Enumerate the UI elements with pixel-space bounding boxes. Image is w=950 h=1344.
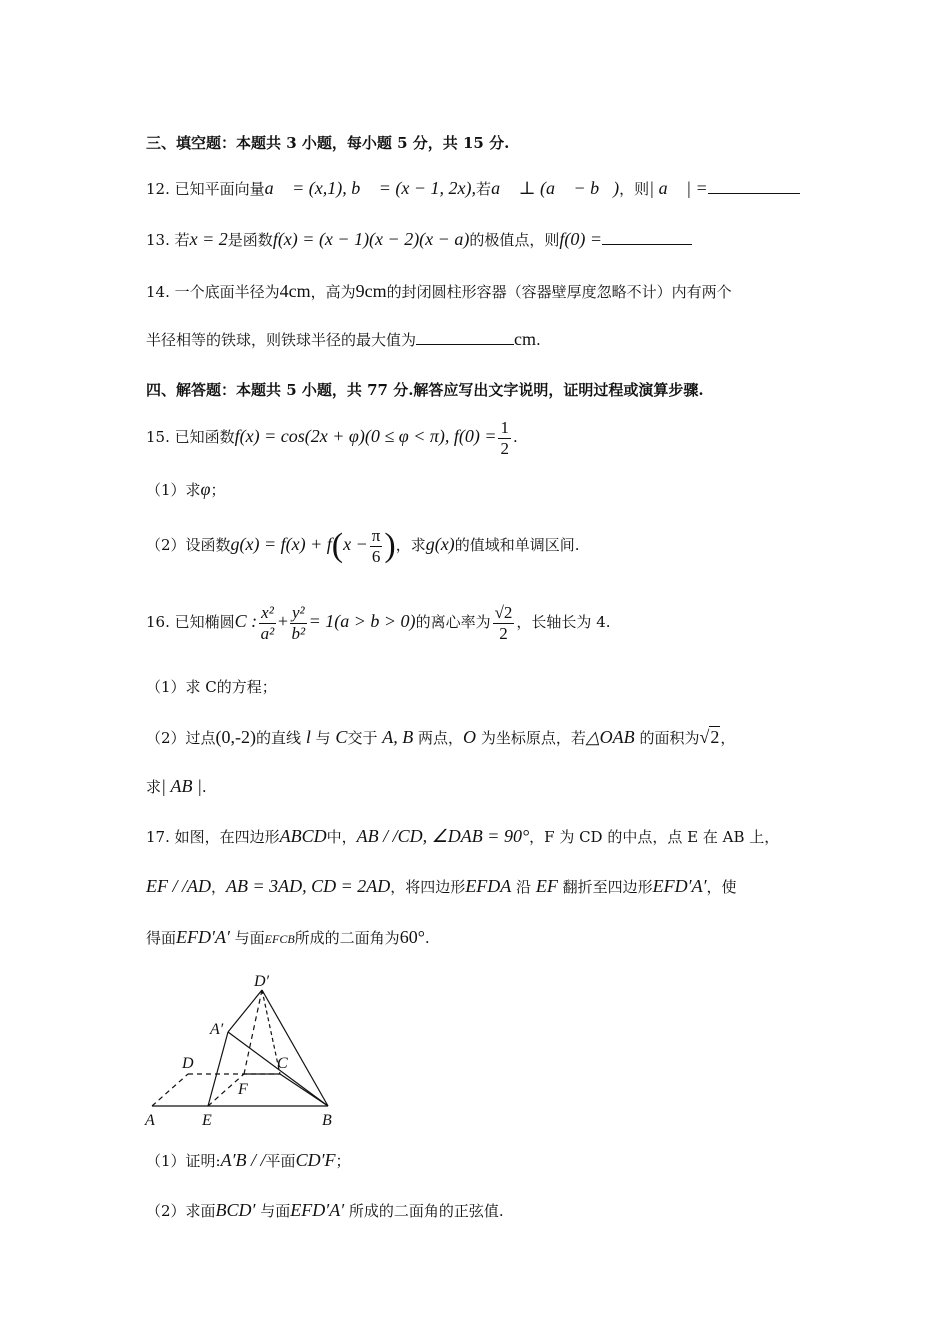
- question-text: 半径相等的铁球，则铁球半径的最大值为: [146, 331, 417, 349]
- label-C: C: [277, 1055, 288, 1072]
- part-label: （2）求面: [146, 1202, 216, 1220]
- math-expression: a⃗ = (x,1), b⃗ = (x − 1, 2x),: [264, 178, 477, 198]
- label-B: B: [322, 1112, 332, 1129]
- question-text: 翻折至四边形: [562, 878, 653, 896]
- question-text: 得面: [146, 929, 177, 947]
- question-number: 13.: [146, 231, 170, 249]
- radicand: 2: [710, 727, 720, 747]
- question-text: 与: [315, 729, 331, 747]
- fraction-denominator: 2: [500, 438, 509, 458]
- math-value: 9cm: [355, 281, 387, 301]
- question-text: 若: [174, 231, 190, 249]
- question-text: 是函数: [227, 231, 273, 249]
- label-D-prime: D′: [254, 973, 270, 990]
- edge-CB: [280, 1074, 328, 1106]
- answer-blank[interactable]: [416, 330, 514, 345]
- math-expression: C :: [234, 611, 258, 632]
- question-text: 为坐标原点，若: [480, 729, 586, 747]
- question-text: 与面: [234, 929, 265, 947]
- question-15-part-1: [146, 479, 226, 501]
- sqrt-expression: √2: [699, 727, 720, 747]
- fraction-denominator: a²: [260, 623, 275, 643]
- question-number: 15.: [146, 428, 170, 447]
- math-expression: EFDA: [465, 876, 512, 896]
- question-14-line-2: [146, 329, 541, 351]
- question-16-part-2-line-2: [146, 776, 207, 798]
- question-text: 已知平面向量: [174, 180, 265, 198]
- math-expression: BCD′: [215, 1200, 256, 1220]
- math-expression: AB / /CD, ∠DAB = 90°: [356, 826, 530, 846]
- question-text: ，长轴长为 4.: [516, 613, 611, 632]
- question-13: [146, 229, 692, 251]
- math-expression: = 1(a > b > 0): [308, 611, 416, 632]
- fraction-numerator: x²: [261, 603, 274, 622]
- math-expression: CD′F: [295, 1150, 336, 1170]
- question-text: 沿: [516, 878, 532, 896]
- question-12: [146, 178, 800, 200]
- math-expression: ABCD: [279, 826, 327, 846]
- math-expression: x −: [343, 534, 368, 555]
- question-16-part-1: （1）求 C的方程；: [146, 678, 277, 696]
- math-expression: AB = 3AD, CD = 2AD: [226, 876, 391, 896]
- label-F: F: [238, 1081, 248, 1098]
- question-text: ，使: [706, 878, 737, 896]
- question-text: 的封闭圆柱形容器（容器壁厚度忽略不计）内有两个: [386, 283, 732, 301]
- part-label: （2）设函数: [146, 536, 231, 555]
- math-expression: EFCB: [264, 932, 295, 946]
- fraction: [259, 603, 276, 643]
- question-14: [146, 281, 732, 303]
- fraction: [290, 603, 307, 643]
- unit-label: cm: [514, 329, 537, 349]
- edge-D'F: [244, 990, 262, 1074]
- question-text: 所成的二面角为: [294, 929, 400, 947]
- math-expression: △OAB: [585, 727, 635, 747]
- fraction-denominator: 6: [371, 546, 381, 566]
- math-expression: | AB |: [161, 776, 202, 796]
- question-text: .: [536, 331, 541, 349]
- question-15-part-2: [146, 526, 579, 566]
- question-text: 如图，在四边形: [174, 828, 280, 846]
- math-expression: f(x) = cos(2x + φ)(0 ≤ φ < π), f(0) =: [234, 426, 497, 447]
- part-label: （1）求: [146, 481, 201, 499]
- question-text: 求: [146, 778, 162, 796]
- edge-D'B: [262, 990, 328, 1106]
- question-text: ，F 为 CD 的中点，点 E 在 AB 上，: [529, 828, 780, 846]
- question-text: .: [512, 428, 518, 447]
- geometry-figure: [140, 970, 350, 1130]
- question-text: 的离心率为: [415, 613, 491, 632]
- math-expression: A′B / /: [220, 1150, 266, 1170]
- math-expression: EFD′A′: [290, 1200, 345, 1220]
- question-16-part-2: [146, 727, 735, 749]
- label-E: E: [202, 1112, 212, 1129]
- question-text: 已知椭圆: [174, 613, 235, 632]
- question-text: ，将四边形: [390, 878, 466, 896]
- label-A-prime: A′: [210, 1021, 224, 1038]
- part-label: （2）过点: [146, 729, 216, 747]
- question-17-part-2: [146, 1200, 504, 1222]
- math-value: 4cm: [279, 281, 311, 301]
- question-16: [146, 603, 611, 643]
- math-expression: f(0) =: [559, 229, 602, 249]
- question-text: 的值域和单调区间.: [454, 536, 580, 555]
- question-number: 12.: [146, 180, 170, 198]
- question-text: 中，: [326, 828, 357, 846]
- fraction-numerator: π: [371, 526, 381, 545]
- question-text: 的极值点，则: [469, 231, 560, 249]
- question-text: 一个底面半径为: [174, 283, 280, 301]
- question-text: 已知函数: [174, 428, 235, 447]
- fraction: [370, 526, 383, 566]
- question-text: .: [201, 778, 207, 796]
- question-17-line-2: [146, 876, 737, 898]
- math-expression: A, B: [382, 727, 414, 747]
- math-expression: φ: [200, 479, 211, 499]
- edge-AD: [152, 1074, 188, 1106]
- math-expression: C: [335, 727, 348, 747]
- fraction-numerator: y²: [291, 603, 305, 622]
- answer-blank[interactable]: [708, 179, 800, 194]
- math-expression: g(x) = f(x) + f: [230, 534, 332, 555]
- edge-EA': [208, 1032, 228, 1106]
- question-number: 14.: [146, 283, 170, 301]
- question-text: 两点，: [418, 729, 464, 747]
- math-expression: l: [305, 727, 311, 747]
- label-D: D: [182, 1055, 194, 1072]
- paren-right: ): [384, 527, 396, 565]
- math-expression: (0,-2): [215, 727, 257, 747]
- question-text: 所成的二面角的正弦值.: [348, 1202, 504, 1220]
- math-expression: EF: [535, 876, 558, 896]
- fraction: [498, 418, 511, 458]
- question-text: 与面: [260, 1202, 291, 1220]
- question-text: 的面积为: [639, 729, 700, 747]
- label-A: A: [145, 1112, 155, 1129]
- question-text: ；: [210, 481, 226, 499]
- math-expression: EFD′A′: [176, 927, 230, 947]
- fraction-numerator: 1: [500, 418, 509, 437]
- question-number: 16.: [146, 613, 170, 632]
- question-17-line-3: [146, 927, 430, 949]
- question-17-part-1: [146, 1150, 351, 1172]
- section-3-heading: 三、填空题：本题共 3 小题，每小题 5 分，共 15 分.: [146, 134, 510, 152]
- question-text: .: [424, 929, 430, 947]
- question-text: ，: [211, 878, 227, 896]
- question-text: ，高为: [310, 283, 356, 301]
- question-text: ；: [335, 1152, 351, 1170]
- fraction-numerator: √2: [494, 603, 513, 622]
- fraction-denominator: 2: [499, 623, 508, 643]
- question-text: 交于: [347, 729, 378, 747]
- math-expression: EFD′A′: [652, 876, 707, 896]
- math-expression: O: [463, 727, 477, 747]
- paren-left: (: [331, 527, 344, 565]
- answer-blank[interactable]: [602, 230, 692, 245]
- math-expression: x = 2: [189, 229, 228, 249]
- question-number: 17.: [146, 828, 170, 846]
- question-text: ，: [720, 729, 736, 747]
- math-expression: | a⃗ | =: [649, 178, 708, 198]
- question-text: ，求: [395, 536, 426, 555]
- question-15: [146, 418, 518, 458]
- section-4-heading: 四、解答题：本题共 5 小题，共 77 分.解答应写出文字说明，证明过程或演算步骤.: [146, 381, 704, 399]
- question-text: 的直线: [256, 729, 302, 747]
- math-operator: +: [277, 611, 288, 632]
- question-17: [146, 826, 779, 848]
- question-text: 若: [476, 180, 492, 198]
- math-expression: g(x): [425, 534, 455, 555]
- math-expression: 60°: [399, 927, 425, 947]
- part-label: （1）证明:: [146, 1152, 221, 1170]
- math-expression: EF / /AD: [146, 876, 211, 896]
- question-text: 平面: [265, 1152, 296, 1170]
- question-text: ，则: [619, 180, 650, 198]
- math-expression: f(x) = (x − 1)(x − 2)(x − a): [272, 229, 470, 249]
- fraction-denominator: b²: [291, 623, 306, 643]
- fraction: [493, 603, 515, 643]
- math-expression: a⃗ ⊥ (a⃗ − b⃗): [491, 178, 620, 198]
